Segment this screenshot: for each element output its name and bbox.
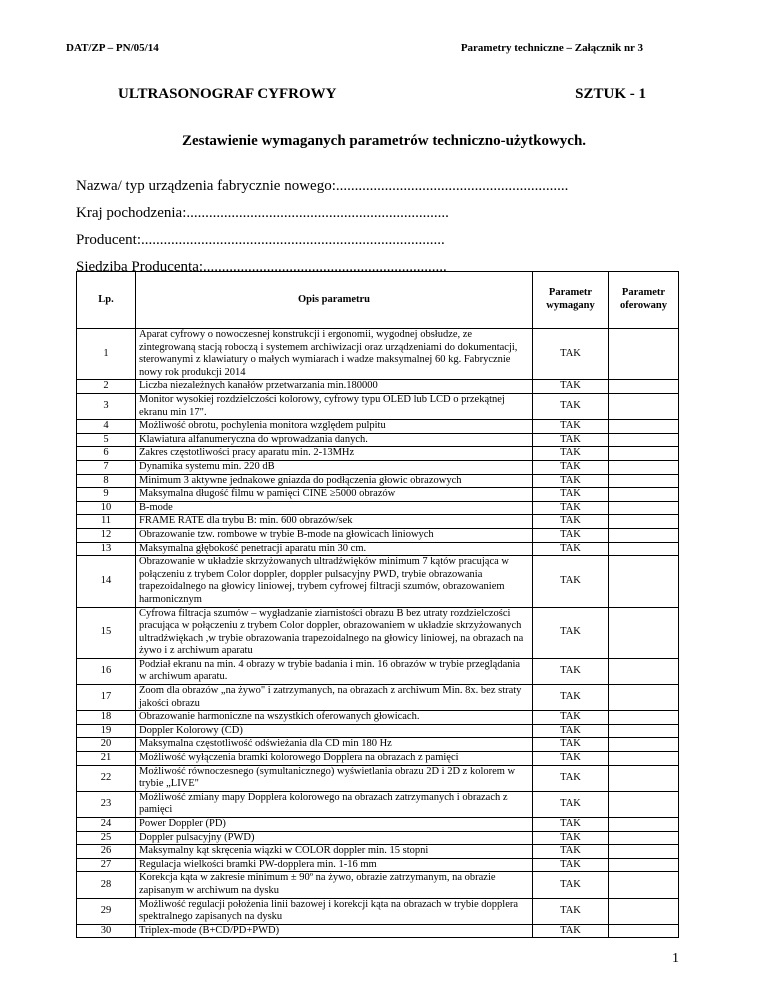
row-required-value: TAK [533, 501, 609, 515]
row-required-value: TAK [533, 858, 609, 872]
row-description: Możliwość obrotu, pochylenia monitora względem pulpitu [136, 420, 533, 434]
row-number: 3 [77, 393, 136, 419]
row-number: 7 [77, 460, 136, 474]
row-offered-value [609, 711, 679, 725]
row-offered-value [609, 818, 679, 832]
row-description: Cyfrowa filtracja szumów – wygładzanie ziarnistości obrazu B bez utraty rozdzielczości pracująca w połączeniu z trybem Color doppler, obrazowaniem w układzie skrzyżowanych ultradźwiękach ,w trybie obrazowania trapezoidalnego na głowicy liniowej, na obrazach na żywo i z archiwum aparatu [136, 607, 533, 658]
row-required-value: TAK [533, 393, 609, 419]
doc-reference: DAT/ZP – PN/05/14 [66, 42, 159, 54]
row-required-value: TAK [533, 488, 609, 502]
row-number: 26 [77, 845, 136, 859]
row-offered-value [609, 488, 679, 502]
table-row [77, 845, 679, 859]
table-row [77, 460, 679, 474]
table-row [77, 433, 679, 447]
field-producer: Producent:................................................................................. [76, 232, 445, 248]
parameters-table [76, 271, 679, 938]
row-required-value: TAK [533, 711, 609, 725]
table-row [77, 607, 679, 658]
row-description: Korekcja kąta w zakresie minimum ± 90º na żywo, obrazie zatrzymanym, na obrazie zapisanym w archiwum na dysku [136, 872, 533, 898]
row-description: Minimum 3 aktywne jednakowe gniazda do podłączenia głowic obrazowych [136, 474, 533, 488]
row-number: 24 [77, 818, 136, 832]
table-body [77, 329, 679, 938]
doc-attachment-label: Parametry techniczne – Załącznik nr 3 [460, 42, 643, 54]
row-number: 23 [77, 791, 136, 817]
row-offered-value [609, 556, 679, 607]
field-device-name: Nazwa/ typ urządzenia fabrycznie nowego:.............................................................. [76, 178, 569, 194]
row-description: Doppler pulsacyjny (PWD) [136, 831, 533, 845]
row-number: 8 [77, 474, 136, 488]
page-number: 1 [672, 951, 679, 966]
row-offered-value [609, 831, 679, 845]
table-row [77, 556, 679, 607]
row-offered-value [609, 515, 679, 529]
row-description: Obrazowanie harmoniczne na wszystkich oferowanych głowicach. [136, 711, 533, 725]
row-required-value: TAK [533, 818, 609, 832]
row-number: 14 [77, 556, 136, 607]
table-row [77, 515, 679, 529]
header-description: Opis parametru [136, 272, 533, 329]
table-row [77, 858, 679, 872]
device-title: ULTRASONOGRAF CYFROWY [118, 86, 337, 102]
table-row [77, 658, 679, 684]
row-description: Maksymalna głębokość penetracji aparatu min 30 cm. [136, 542, 533, 556]
row-offered-value [609, 765, 679, 791]
row-description: B-mode [136, 501, 533, 515]
row-offered-value [609, 329, 679, 380]
row-number: 16 [77, 658, 136, 684]
table-row [77, 685, 679, 711]
row-offered-value [609, 924, 679, 938]
table-row [77, 752, 679, 766]
row-number: 6 [77, 447, 136, 461]
row-number: 15 [77, 607, 136, 658]
row-description: Klawiatura alfanumeryczna do wprowadzania danych. [136, 433, 533, 447]
row-description: Możliwość regulacji położenia linii bazowej i korekcji kąta na obrazach w trybie dopplera spektralnego zapisanych na dysku [136, 898, 533, 924]
table-row [77, 474, 679, 488]
row-description: Obrazowanie tzw. rombowe w trybie B-mode na głowicach liniowych [136, 528, 533, 542]
row-offered-value [609, 474, 679, 488]
row-required-value: TAK [533, 724, 609, 738]
row-description: Zakres częstotliwości pracy aparatu min. 2-13MHz [136, 447, 533, 461]
header-lp: Lp. [77, 272, 136, 329]
row-description: Doppler Kolorowy (CD) [136, 724, 533, 738]
row-offered-value [609, 658, 679, 684]
row-description: Możliwość wyłączenia bramki kolorowego Dopplera na obrazach z pamięci [136, 752, 533, 766]
row-number: 29 [77, 898, 136, 924]
table-row [77, 872, 679, 898]
row-description: Możliwość zmiany mapy Dopplera kolorowego na obrazach zatrzymanych i obrazach z pamięci [136, 791, 533, 817]
header-required: Parametr wymagany [533, 272, 609, 329]
row-number: 30 [77, 924, 136, 938]
row-number: 10 [77, 501, 136, 515]
row-description: Maksymalny kąt skręcenia wiązki w COLOR doppler min. 15 stopni [136, 845, 533, 859]
row-number: 2 [77, 380, 136, 394]
row-number: 5 [77, 433, 136, 447]
row-required-value: TAK [533, 329, 609, 380]
field-country: Kraj pochodzenia:...................................................................... [76, 205, 449, 221]
table-row [77, 329, 679, 380]
row-number: 4 [77, 420, 136, 434]
row-number: 13 [77, 542, 136, 556]
row-required-value: TAK [533, 474, 609, 488]
table-row [77, 898, 679, 924]
row-offered-value [609, 845, 679, 859]
row-offered-value [609, 528, 679, 542]
row-required-value: TAK [533, 752, 609, 766]
row-required-value: TAK [533, 380, 609, 394]
row-offered-value [609, 542, 679, 556]
table-row [77, 501, 679, 515]
row-required-value: TAK [533, 528, 609, 542]
row-required-value: TAK [533, 791, 609, 817]
row-required-value: TAK [533, 658, 609, 684]
row-description: Monitor wysokiej rozdzielczości kolorowy, cyfrowy typu OLED lub LCD o przekątnej ekranu min 17". [136, 393, 533, 419]
row-offered-value [609, 460, 679, 474]
table-row [77, 818, 679, 832]
row-description: Obrazowanie w układzie skrzyżowanych ultradźwięków minimum 7 kątów pracująca w połączeniu z trybem Color doppler, doppler pulsacyjny PWD, trybie obrazowania trapezoidalnego na głowicy liniowej, trybem cyfrowej filtracji szumów, obrazowaniem harmonicznym [136, 556, 533, 607]
row-number: 20 [77, 738, 136, 752]
row-number: 17 [77, 685, 136, 711]
row-number: 21 [77, 752, 136, 766]
row-description: Podział ekranu na min. 4 obrazy w trybie badania i min. 16 obrazów w trybie przeglądania w archiwum aparatu. [136, 658, 533, 684]
row-description: Możliwość równoczesnego (symultanicznego) wyświetlania obrazu 2D i 2D z kolorem w trybie „LIVE" [136, 765, 533, 791]
row-description: Maksymalna częstotliwość odświeżania dla CD min 180 Hz [136, 738, 533, 752]
row-required-value: TAK [533, 433, 609, 447]
table-row [77, 711, 679, 725]
row-offered-value [609, 501, 679, 515]
row-description: Triplex-mode (B+CD/PD+PWD) [136, 924, 533, 938]
row-required-value: TAK [533, 898, 609, 924]
row-number: 19 [77, 724, 136, 738]
row-description: Power Doppler (PD) [136, 818, 533, 832]
row-description: Zoom dla obrazów „na żywo" i zatrzymanych, na obrazach z archiwum Min. 8x. bez straty jakości obrazu [136, 685, 533, 711]
row-offered-value [609, 898, 679, 924]
page-subtitle: Zestawienie wymaganych parametrów techniczno-użytkowych. [181, 133, 587, 149]
row-required-value: TAK [533, 542, 609, 556]
table-row [77, 447, 679, 461]
row-description: Dynamika systemu min. 220 dB [136, 460, 533, 474]
row-offered-value [609, 685, 679, 711]
row-description: Aparat cyfrowy o nowoczesnej konstrukcji i ergonomii, wygodnej obsłudze, ze zintegrowaną stacją roboczą i systemem archiwizacji oraz urządzeniami do dokumentacji, sterowanymi z klawiatury o małych wymiarach i wadze maksymalnej 60 kg. Fabrycznie nowy rok produkcji 2014 [136, 329, 533, 380]
header-offered: Parametr oferowany [609, 272, 679, 329]
row-offered-value [609, 447, 679, 461]
row-number: 22 [77, 765, 136, 791]
row-number: 28 [77, 872, 136, 898]
row-required-value: TAK [533, 831, 609, 845]
row-offered-value [609, 420, 679, 434]
row-description: Liczba niezależnych kanałów przetwarzania min.180000 [136, 380, 533, 394]
row-required-value: TAK [533, 460, 609, 474]
row-required-value: TAK [533, 924, 609, 938]
row-number: 27 [77, 858, 136, 872]
table-header-row [77, 272, 679, 329]
row-offered-value [609, 724, 679, 738]
row-required-value: TAK [533, 607, 609, 658]
table-row [77, 380, 679, 394]
row-description: Maksymalna długość filmu w pamięci CINE ≥5000 obrazów [136, 488, 533, 502]
row-description: FRAME RATE dla trybu B: min. 600 obrazów/sek [136, 515, 533, 529]
table-row [77, 924, 679, 938]
row-offered-value [609, 738, 679, 752]
row-offered-value [609, 752, 679, 766]
row-offered-value [609, 393, 679, 419]
table-row [77, 791, 679, 817]
quantity-label: SZTUK - 1 [575, 86, 646, 102]
row-description: Regulacja wielkości bramki PW-dopplera min. 1-16 mm [136, 858, 533, 872]
row-required-value: TAK [533, 738, 609, 752]
row-offered-value [609, 380, 679, 394]
row-number: 1 [77, 329, 136, 380]
row-offered-value [609, 872, 679, 898]
row-number: 11 [77, 515, 136, 529]
row-number: 25 [77, 831, 136, 845]
table-row [77, 488, 679, 502]
table-row [77, 528, 679, 542]
row-required-value: TAK [533, 685, 609, 711]
row-required-value: TAK [533, 447, 609, 461]
row-required-value: TAK [533, 420, 609, 434]
row-required-value: TAK [533, 556, 609, 607]
table-row [77, 831, 679, 845]
row-required-value: TAK [533, 515, 609, 529]
row-number: 9 [77, 488, 136, 502]
table-row [77, 765, 679, 791]
table-row [77, 738, 679, 752]
row-number: 12 [77, 528, 136, 542]
row-required-value: TAK [533, 872, 609, 898]
row-number: 18 [77, 711, 136, 725]
table-row [77, 542, 679, 556]
row-offered-value [609, 607, 679, 658]
table-row [77, 724, 679, 738]
field-producer-address: Siedziba Producenta:................................................................. [76, 259, 447, 275]
row-offered-value [609, 433, 679, 447]
table-row [77, 420, 679, 434]
table-row [77, 393, 679, 419]
row-required-value: TAK [533, 845, 609, 859]
row-offered-value [609, 858, 679, 872]
row-required-value: TAK [533, 765, 609, 791]
row-offered-value [609, 791, 679, 817]
